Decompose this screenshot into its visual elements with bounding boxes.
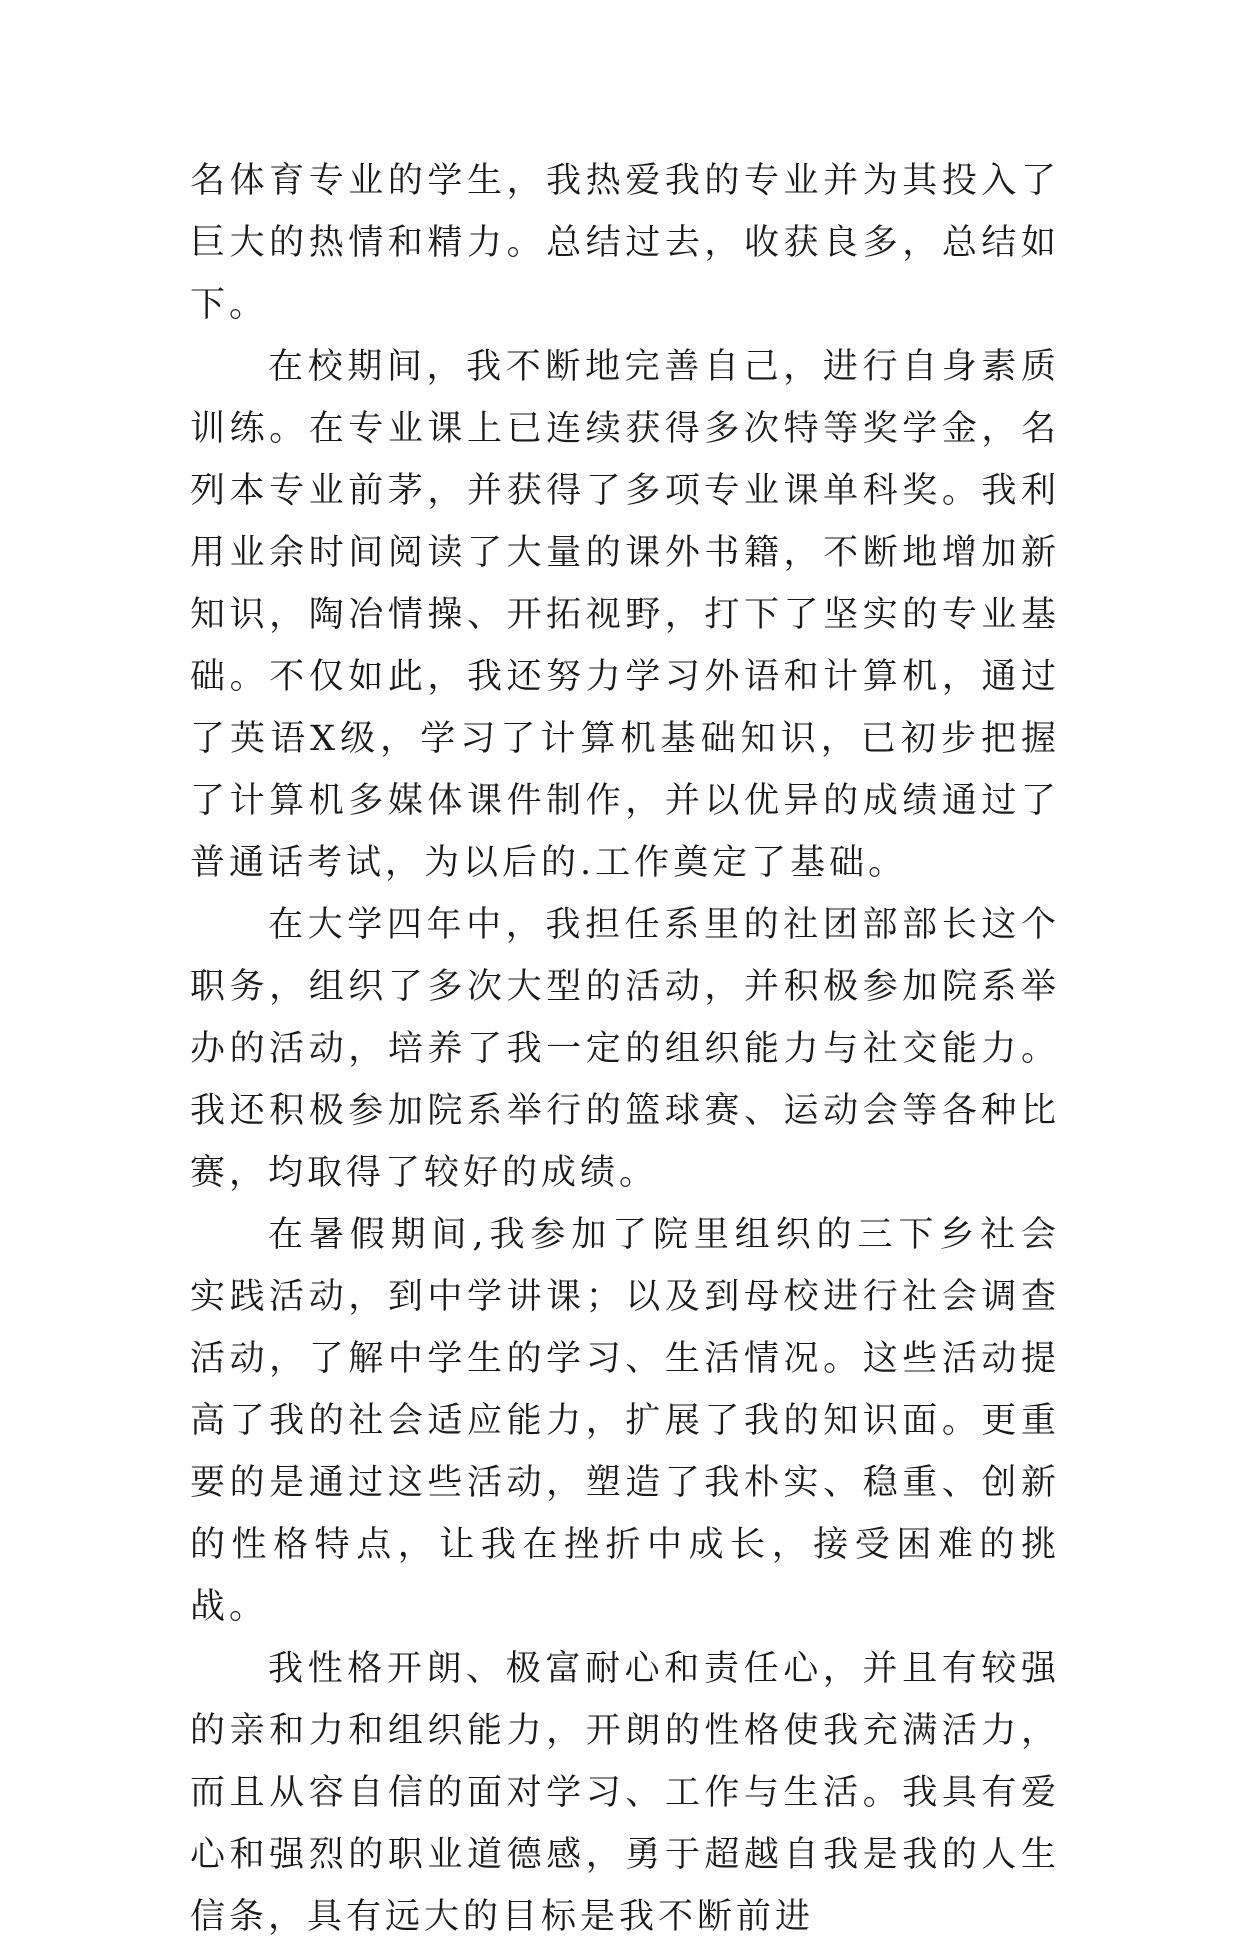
paragraph-continuation: 名体育专业的学生，我热爱我的专业并为其投入了巨大的热情和精力。总结过去，收获良多，总结如下。 [190,161,1060,325]
paragraph-summer-practice: 在暑假期间,我参加了院里组织的三下乡社会实践活动，到中学讲课；以及到母校进行社会调查活动，了解中学生的学习、生活情况。这些活动提高了我的社会适应能力，扩展了我的知识面。更重要的是通过这些活动，塑造了我朴实、稳重、创新的性格特点，让我在挫折中成长，接受困难的挑战。 [190,1215,1060,1627]
paragraph-activities: 在大学四年中，我担任系里的社团部部长这个职务，组织了多次大型的活动，并积极参加院系举办的活动，培养了我一定的组织能力与社交能力。我还积极参加院系举行的篮球赛、运动会等各种比赛，均取得了较好的成绩。 [190,905,1060,1193]
document-body [190,150,1060,1948]
paragraph-personality: 我性格开朗、极富耐心和责任心，并且有较强的亲和力和组织能力，开朗的性格使我充满活力，而且从容自信的面对学习、工作与生活。我具有爱心和强烈的职业道德感，勇于超越自我是我的人生信条，具有远大的目标是我不断前进 [190,1649,1060,1937]
paragraph-study: 在校期间，我不断地完善自己，进行自身素质训练。在专业课上已连续获得多次特等奖学金，名列本专业前茅，并获得了多项专业课单科奖。我利用业余时间阅读了大量的课外书籍，不断地增加新知识，陶冶情操、开拓视野，打下了坚实的专业基础。不仅如此，我还努力学习外语和计算机，通过了英语X级，学习了计算机基础知识，已初步把握了计算机多媒体课件制作，并以优异的成绩通过了普通话考试，为以后的.工作奠定了基础。 [190,347,1060,883]
